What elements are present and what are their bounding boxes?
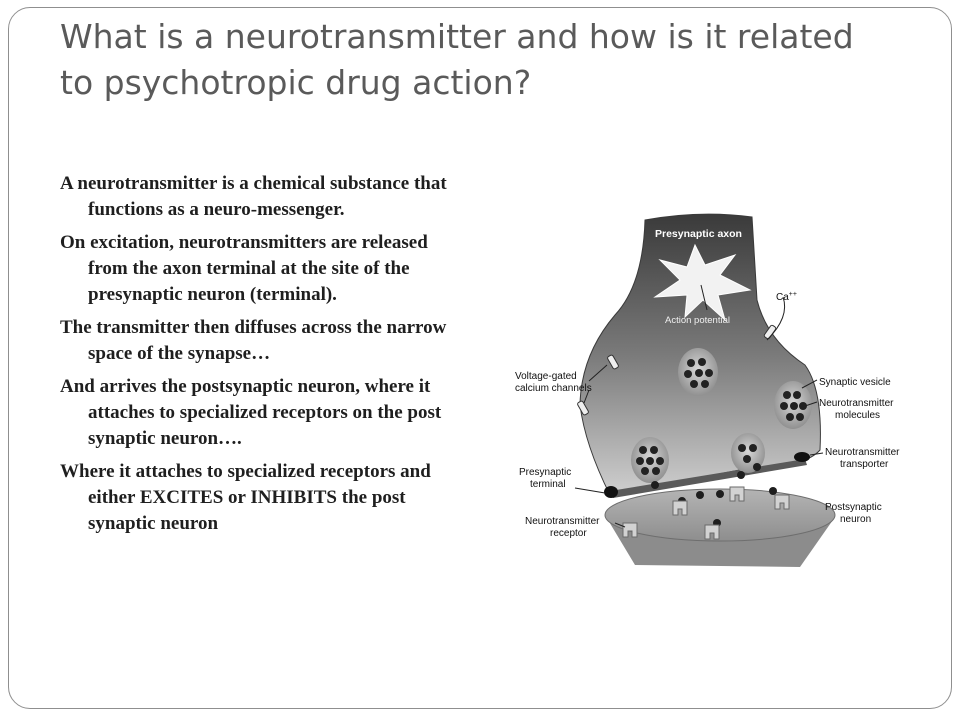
label-presynaptic-axon: Presynaptic axon [655, 228, 742, 240]
postsynaptic-neuron-shape [605, 489, 835, 567]
label-synaptic-vesicle: Synaptic vesicle [819, 377, 891, 388]
paragraph-effect: Where it attaches to specialized receptors and either EXCITES or INHIBITS the post synaptic neuron [60, 461, 431, 534]
membrane-channel [604, 486, 618, 498]
neurotransmitter-transporter [794, 452, 810, 462]
label-action-potential: Action potential [665, 315, 730, 326]
synaptic-vesicle [678, 348, 718, 396]
paragraph-excitation: On excitation, neurotransmitters are released from the axon terminal at the site of the presynaptic neuron (terminal). [60, 232, 428, 305]
label-nt-receptor: Neurotransmitter receptor [525, 516, 600, 539]
synapse-diagram [505, 205, 925, 580]
label-postsynaptic-neuron: Postsynaptic neuron [825, 502, 882, 525]
synaptic-vesicle [774, 381, 812, 429]
synaptic-vesicle [631, 437, 669, 483]
paragraph-diffusion: The transmitter then diffuses across the narrow space of the synapse… [60, 317, 447, 364]
slide-body [60, 171, 470, 544]
paragraph-definition: A neurotransmitter is a chemical substance that functions as a neuro-messenger. [60, 173, 447, 220]
label-ca: Ca++ [776, 291, 797, 303]
slide-title: What is a neurotransmitter and how is it related to psychotropic drug action? [60, 17, 854, 102]
label-nt-transporter: Neurotransmitter transporter [825, 447, 900, 470]
label-voltage-gated: Voltage-gated calcium channels [515, 371, 592, 394]
label-nt-molecules: Neurotransmitter molecules [819, 398, 894, 421]
label-presynaptic-terminal: Presynaptic terminal [519, 467, 572, 490]
paragraph-arrival: And arrives the postsynaptic neuron, where it attaches to specialized receptors on the post synaptic neuron…. [60, 376, 442, 449]
